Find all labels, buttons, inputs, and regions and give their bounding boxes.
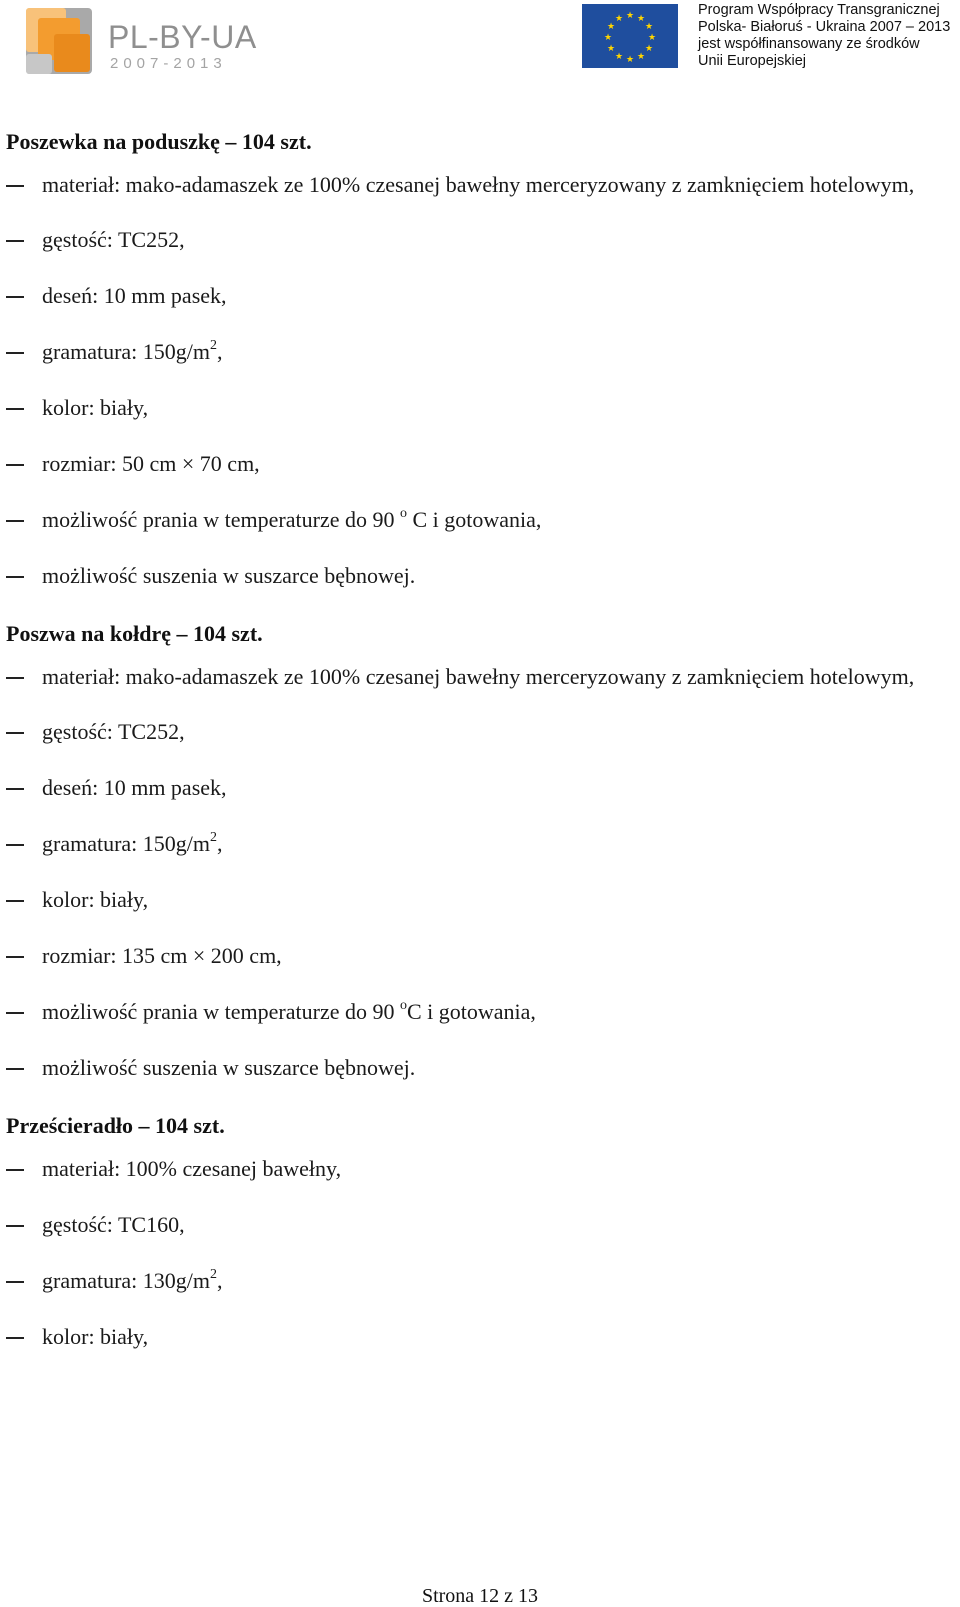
list-item [0,447,932,480]
superscript: o [399,997,407,1013]
svg-text:★: ★ [606,22,616,32]
svg-text:★: ★ [603,33,613,43]
item-text: gramatura: 130g/m [42,1268,211,1293]
program-line: Unii Europejskiej [698,53,806,69]
item-text-suffix: , [217,831,223,856]
svg-text:★: ★ [644,22,654,32]
program-line: Polska- Białoruś - Ukraina 2007 – 2013 [698,19,951,35]
item-text: materiał: mako-adamaszek ze 100% czesanej bawełny merceryzowany z zamknięciem hotelowym, [42,172,915,197]
svg-text:★: ★ [625,11,635,21]
section-title: Poszwa na kołdrę – 104 szt. [6,621,263,646]
item-text-suffix: , [217,339,223,364]
svg-text:★: ★ [636,14,646,24]
program-caption [698,2,960,70]
item-text-suffix: , [217,1268,223,1293]
item-text: kolor: biały, [42,395,149,420]
eu-flag [582,4,678,68]
item-text: możliwość prania w temperaturze do 90 [42,999,400,1024]
program-line: Program Współpracy Transgranicznej [698,2,940,18]
list-item [0,335,932,368]
list-item [0,939,932,972]
item-text: materiał: mako-adamaszek ze 100% czesanej bawełny merceryzowany z zamknięciem hotelowym, [42,664,915,689]
item-text: deseń: 10 mm pasek, [42,283,227,308]
section-title: Prześcieradło – 104 szt. [6,1113,225,1138]
page-number: Strona 12 z 13 [421,1585,539,1607]
list-item [0,1051,932,1084]
item-text: gęstość: TC252, [42,719,185,744]
item-text: gramatura: 150g/m [42,831,211,856]
item-text: rozmiar: 50 cm × 70 cm, [42,451,260,476]
section-duvet-cover [0,620,960,1084]
section-bedsheet [0,1112,960,1353]
list-item [0,995,932,1028]
page-header [0,0,960,90]
document-body [0,128,960,1381]
superscript: 2 [210,1266,218,1282]
superscript: 2 [210,337,218,353]
svg-text:★: ★ [614,52,624,62]
section-title: Poszewka na poduszkę – 104 szt. [6,129,312,154]
list-item [0,827,932,860]
item-text-suffix: C i gotowania, [406,507,542,532]
list-item [0,279,932,312]
list-item [0,1208,932,1241]
list-item [0,715,932,748]
superscript: 2 [210,829,218,845]
item-text: gramatura: 150g/m [42,339,211,364]
logo-title: PL-BY-UA [108,19,257,55]
program-line: jest współfinansowany ze środków [698,36,920,52]
svg-text:★: ★ [625,55,635,65]
list-item [0,503,932,536]
section-pillowcase [0,128,960,592]
item-text: gęstość: TC160, [42,1212,185,1237]
pl-by-ua-logo [24,6,256,76]
pl-by-ua-logo-icon [24,6,94,76]
logo-years: 2007-2013 [110,55,227,72]
item-text: możliwość prania w temperaturze do 90 [42,507,400,532]
item-text: rozmiar: 135 cm × 200 cm, [42,943,282,968]
item-text: materiał: 100% czesanej bawełny, [42,1156,342,1181]
list-item [0,391,932,424]
svg-text:★: ★ [647,33,657,43]
item-text-suffix: C i gotowania, [406,999,536,1024]
list-item [0,559,932,592]
superscript: o [399,505,407,521]
svg-text:★: ★ [636,52,646,62]
list-item [0,660,932,693]
list-item [0,1264,932,1297]
list-item [0,223,932,256]
list-item [0,1320,932,1353]
list-item [0,883,932,916]
item-text: możliwość suszenia w suszarce bębnowej. [42,1055,416,1080]
list-item [0,168,932,201]
list-item [0,771,932,804]
svg-text:★: ★ [614,14,624,24]
svg-text:★: ★ [606,44,616,54]
item-text: gęstość: TC252, [42,227,185,252]
list-item [0,1152,932,1185]
item-text: kolor: biały, [42,1324,149,1349]
item-text: kolor: biały, [42,887,149,912]
item-text: możliwość suszenia w suszarce bębnowej. [42,563,416,588]
item-text: deseń: 10 mm pasek, [42,775,227,800]
eu-flag-icon [582,4,678,68]
svg-text:★: ★ [644,44,654,54]
